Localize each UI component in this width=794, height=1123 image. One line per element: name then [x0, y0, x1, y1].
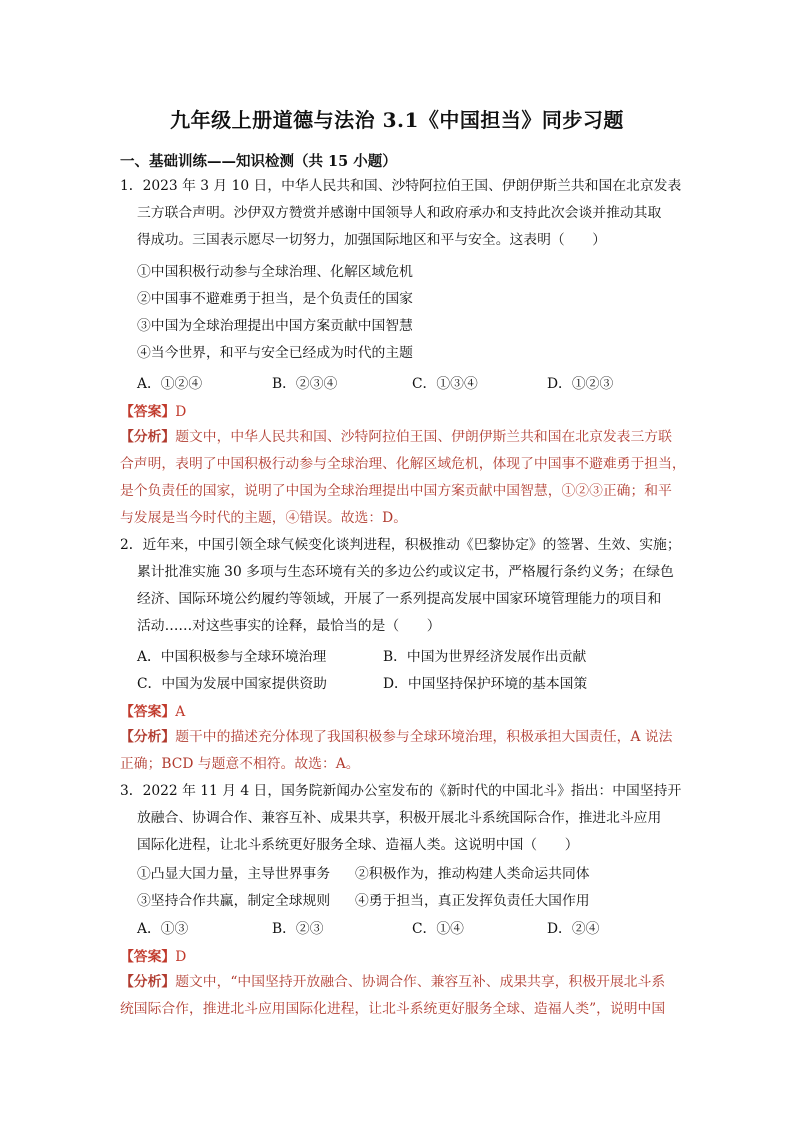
option-c: C．①④: [412, 921, 464, 937]
statement: ②中国事不避难勇于担当，是个负责任的国家: [137, 291, 413, 307]
statement: ①凸显大国力量，主导世界事务: [137, 866, 331, 882]
analysis-tag: 【分析】: [120, 429, 176, 445]
statement: ②积极作为，推动构建人类命运共同体: [355, 866, 590, 882]
analysis-2: [120, 724, 676, 778]
option-d: D．中国坚持保护环境的基本国策: [383, 676, 588, 692]
question-line: 2．近年来，中国引领全球气候变化谈判进程，积极推动《巴黎协定》的签署、生效、实施；: [120, 537, 681, 553]
option-b: B．②③: [272, 921, 324, 937]
option-b: B．中国为世界经济发展作出贡献: [383, 649, 587, 665]
option-c: C．①③④: [412, 376, 478, 392]
analysis-line: 题干中的描述充分体现了我国积极参与全球环境治理，积极承担大国责任，A 说法: [175, 729, 673, 745]
statement: ③坚持合作共赢，制定全球规则: [137, 893, 331, 909]
analysis-line: 统国际合作，推进北斗应用国际化进程，让北斗系统更好服务全球、造福人类”，说明中国: [120, 1001, 666, 1017]
answer-tag: 【答案】: [120, 949, 176, 965]
statement: ①中国积极行动参与全球治理、化解区域危机: [137, 264, 413, 280]
statement: ③中国为全球治理提出中国方案贡献中国智慧: [137, 318, 413, 334]
question-line: 累计批准实施 30 多项与生态环境有关的多边公约或议定书，严格履行条约义务；在绿色: [137, 564, 674, 580]
answer-value: A: [175, 704, 186, 720]
option-d: D．②④: [547, 921, 600, 937]
question-1-stem: [120, 173, 680, 254]
question-line: 活动……对这些事实的诠释，最恰当的是（ ）: [137, 618, 441, 634]
answer-value: D: [175, 949, 187, 965]
answer-tag: 【答案】: [120, 404, 176, 420]
document-title: 九年级上册道德与法治 3.1《中国担当》同步习题: [170, 108, 624, 132]
analysis-line: 与发展是当今时代的主题，④错误。故选：D。: [120, 510, 407, 526]
analysis-1: [120, 424, 686, 532]
question-line: 三方联合声明。沙伊双方赞赏并感谢中国领导人和政府承办和支持此次会谈并推动其取: [137, 205, 662, 221]
option-a: A．中国积极参与全球环境治理: [137, 649, 327, 665]
section-heading: 一、基础训练——知识检测（共 15 小题）: [120, 153, 397, 170]
answer-value: D: [175, 404, 187, 420]
answer-2: [120, 700, 185, 720]
statement: ④勇于担当，真正发挥负责任大国作用: [355, 893, 590, 909]
option-c: C．中国为发展中国家提供资助: [137, 676, 327, 692]
analysis-line: 题文中，中华人民共和国、沙特阿拉伯王国、伊朗伊斯兰共和国在北京发表三方联: [175, 429, 672, 445]
analysis-3: [120, 969, 676, 1023]
question-line: 3．2022 年 11 月 4 日，国务院新闻办公室发布的《新时代的中国北斗》指出：中国坚持开: [120, 783, 682, 799]
question-line: 国际化进程，让北斗系统更好服务全球、造福人类。这说明中国（ ）: [137, 837, 579, 853]
option-a: A．①③: [137, 921, 189, 937]
question-line: 经济、国际环境公约履约等领域，开展了一系列提高发展中国家环境管理能力的项目和: [137, 591, 662, 607]
analysis-tag: 【分析】: [120, 729, 176, 745]
option-a: A．①②④: [137, 376, 203, 392]
analysis-tag: 【分析】: [120, 974, 176, 990]
question-2-stem: [120, 532, 680, 640]
answer-1: [120, 400, 186, 420]
question-line: 得成功。三国表示愿尽一切努力，加强国际地区和平与安全。这表明（ ）: [137, 232, 607, 248]
question-line: 放融合、协调合作、兼容互补、成果共享，积极开展北斗系统国际合作，推进北斗应用: [137, 810, 662, 826]
analysis-line: 是个负责任的国家，说明了中国为全球治理提出中国方案贡献中国智慧，①②③正确；和平: [120, 483, 672, 499]
analysis-line: 正确；BCD 与题意不相符。故选：A。: [120, 756, 360, 772]
question-3-stem: [120, 778, 680, 859]
answer-3: [120, 945, 186, 965]
analysis-line: 题文中，“中国坚持开放融合、协调合作、兼容互补、成果共享，积极开展北斗系: [175, 974, 666, 990]
statement: ④当今世界，和平与安全已经成为时代的主题: [137, 345, 413, 361]
option-d: D．①②③: [547, 376, 614, 392]
answer-tag: 【答案】: [120, 704, 176, 720]
question-1-statements: [120, 259, 680, 367]
question-line: 1．2023 年 3 月 10 日，中华人民共和国、沙特阿拉伯王国、伊朗伊斯兰共和国在北京发表: [120, 178, 682, 194]
option-b: B．②③④: [272, 376, 338, 392]
analysis-line: 合声明，表明了中国积极行动参与全球治理、化解区域危机，体现了中国事不避难勇于担当，: [120, 456, 686, 472]
